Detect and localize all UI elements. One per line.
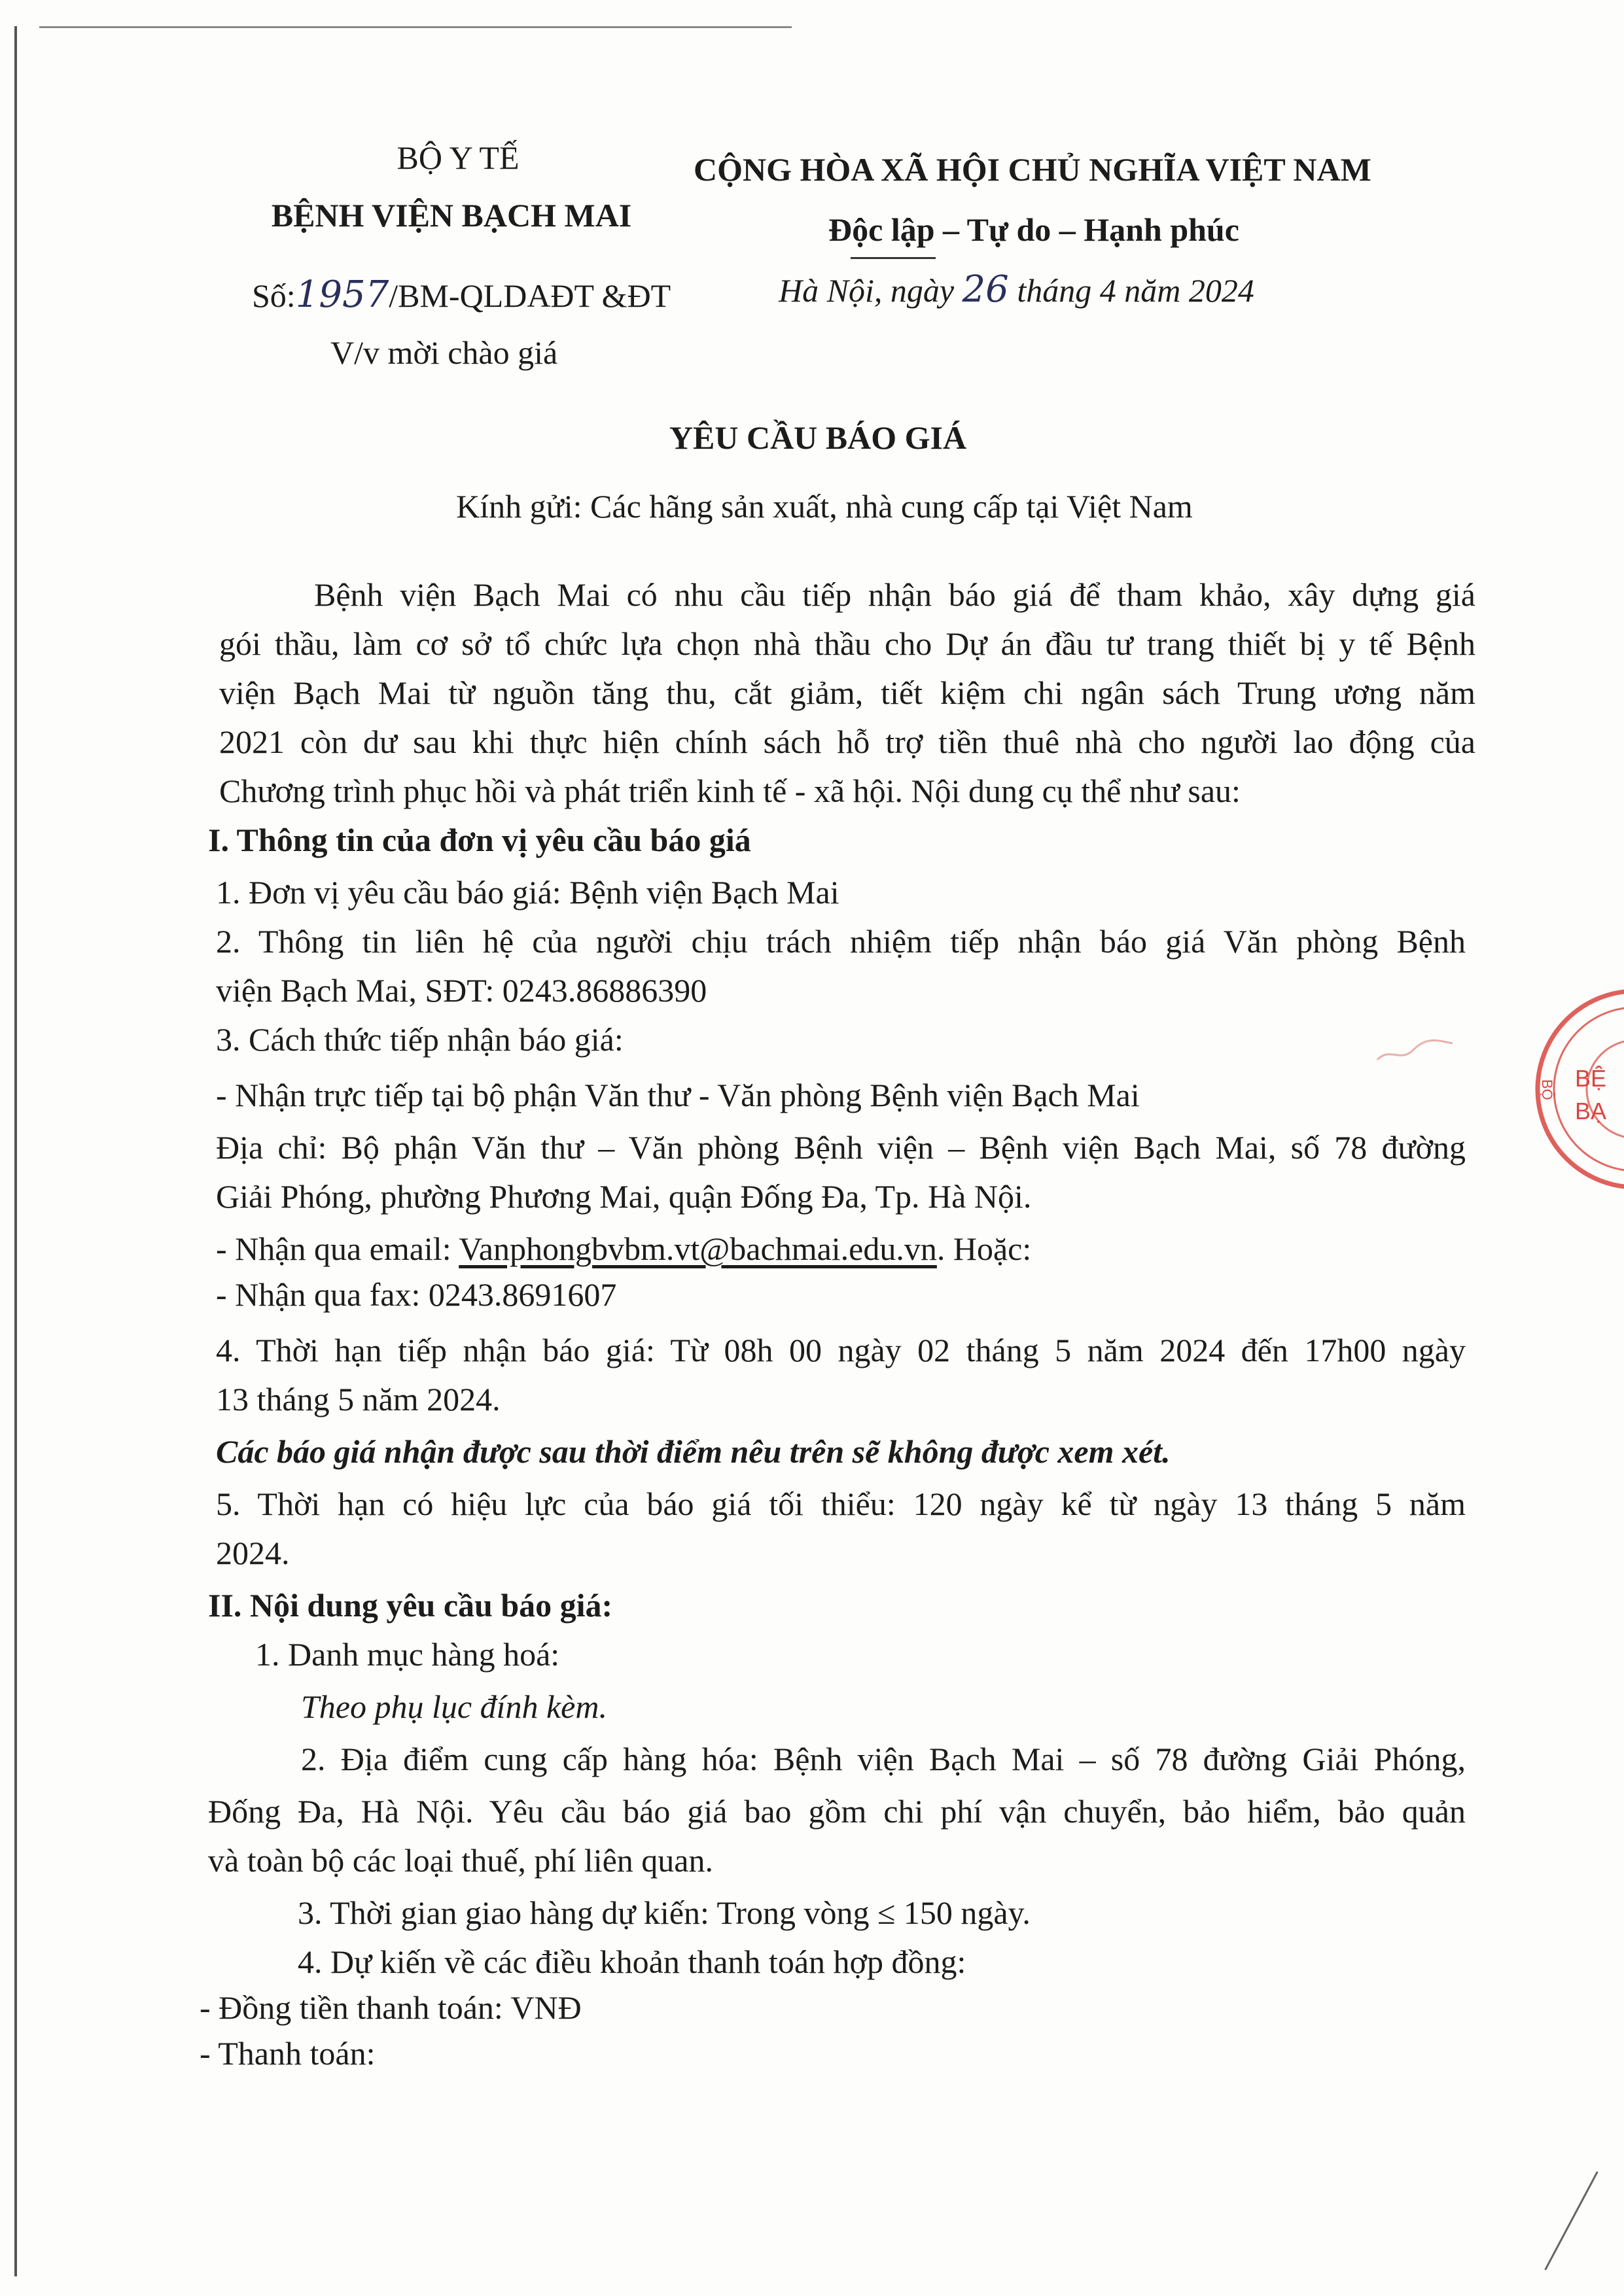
s2-item-4: 4. Dự kiến về các điều khoản thanh toán hợp đồng: [298, 1943, 966, 1980]
number-prefix: Số: [252, 277, 296, 314]
s1-email-line [216, 1230, 1031, 1268]
s1-item-4-line-2: 13 tháng 5 năm 2024. [216, 1381, 501, 1418]
s1-item-5-line-1: 5. Thời hạn có hiệu lực của báo giá tối thiểu: 120 ngày kể từ ngày 13 tháng 5 năm [216, 1486, 1466, 1522]
s2-payment: - Thanh toán: [200, 2035, 376, 2072]
scan-edge-top [39, 26, 792, 28]
s1-fax: - Nhận qua fax: 0243.8691607 [216, 1276, 617, 1313]
national-motto: Độc lập – Tự do – Hạnh phúc [828, 211, 1239, 248]
s1-item-2-line-2: viện Bạch Mai, SĐT: 0243.86886390 [216, 972, 707, 1009]
s1-direct-receipt: - Nhận trực tiếp tại bộ phận Văn thư - Văn phòng Bệnh viện Bạch Mai [216, 1077, 1140, 1113]
s1-warning: Các báo giá nhận được sau thời điểm nêu trên sẽ không được xem xét. [216, 1433, 1171, 1470]
date-suffix: tháng 4 năm 2024 [1017, 272, 1254, 309]
email-suffix: . Hoặc: [936, 1230, 1032, 1267]
intro-line-4: 2021 còn dư sau khi thực hiện chính sách hỗ trợ tiền thuê nhà cho người lao động của [219, 723, 1475, 760]
intro-line-5: Chương trình phục hồi và phát triển kinh tế - xã hội. Nội dung cụ thể như sau: [219, 773, 1241, 809]
stamp-side-text: BỘ [1539, 1079, 1555, 1100]
email-prefix: - Nhận qua email: [216, 1230, 451, 1267]
document-subject: V/v mời chào giá [330, 334, 558, 371]
stamp-text-2: BẠ [1575, 1098, 1607, 1124]
s2-item-1: 1. Danh mục hàng hoá: [255, 1636, 560, 1673]
s1-item-4-line-1: 4. Thời hạn tiếp nhận báo giá: Từ 08h 00 ngày 02 tháng 5 năm 2024 đến 17h00 ngày [216, 1332, 1466, 1368]
document-number [252, 273, 671, 316]
section-2-heading: II. Nội dung yêu cầu báo giá: [208, 1587, 613, 1624]
s2-item-1-note: Theo phụ lục đính kèm. [301, 1688, 607, 1725]
s2-item-2-line-2: Đống Đa, Hà Nội. Yêu cầu báo giá bao gồm chi phí vận chuyển, bảo hiểm, bảo quản [208, 1793, 1466, 1830]
s1-item-1: 1. Đơn vị yêu cầu báo giá: Bệnh viện Bạch Mai [216, 874, 839, 911]
scan-edge-left [14, 26, 17, 2276]
s1-address-line-1: Địa chỉ: Bộ phận Văn thư – Văn phòng Bệnh viện – Bệnh viện Bạch Mai, số 78 đường [216, 1129, 1466, 1166]
intro-line-3: viện Bạch Mai từ nguồn tăng thu, cắt giảm, tiết kiệm chi ngân sách Trung ương năm [219, 674, 1475, 711]
document-title: YÊU CẦU BÁO GIÁ [669, 419, 967, 456]
s1-item-2-line-1: 2. Thông tin liên hệ của người chịu trách nhiệm tiếp nhận báo giá Văn phòng Bệnh [216, 923, 1466, 960]
section-1-heading: I. Thông tin của đơn vị yêu cầu báo giá [208, 822, 751, 858]
s2-item-2-line-1: 2. Địa điểm cung cấp hàng hóa: Bệnh viện Bạch Mai – số 78 đường Giải Phóng, [301, 1741, 1466, 1777]
document-date [779, 268, 1254, 311]
recipient-line: Kính gửi: Các hãng sản xuất, nhà cung cấp tại Việt Nam [456, 488, 1193, 525]
email-link[interactable]: Vanphongbvbm.vt@bachmai.edu.vn [459, 1230, 937, 1267]
s1-item-3: 3. Cách thức tiếp nhận báo giá: [216, 1021, 624, 1058]
scan-mark-right [1544, 2171, 1598, 2270]
country-name: CỘNG HÒA XÃ HỘI CHỦ NGHĨA VIỆT NAM [694, 151, 1371, 188]
s2-currency: - Đồng tiền thanh toán: VNĐ [200, 1989, 582, 2026]
date-prefix: Hà Nội, ngày [779, 272, 955, 309]
intro-line-1: Bệnh viện Bạch Mai có nhu cầu tiếp nhận báo giá để tham khảo, xây dựng giá [314, 576, 1475, 613]
number-suffix: /BM-QLDAĐT &ĐT [389, 277, 671, 314]
s2-item-2-line-3: và toàn bộ các loại thuế, phí liên quan. [208, 1842, 713, 1879]
s2-item-3: 3. Thời gian giao hàng dự kiến: Trong vòng ≤ 150 ngày. [298, 1894, 1031, 1931]
stamp-svg [1521, 981, 1624, 1204]
s1-item-5-line-2: 2024. [216, 1535, 290, 1571]
motto-underline [851, 257, 936, 259]
official-stamp [1521, 981, 1624, 1204]
signature-scribble [1374, 1034, 1459, 1066]
ministry-name: BỘ Y TẾ [397, 139, 520, 176]
stamp-text-1: BỆ [1575, 1065, 1607, 1092]
handwritten-day: 26 [962, 268, 1009, 311]
hospital-name: BỆNH VIỆN BẠCH MAI [271, 197, 632, 234]
intro-line-2: gói thầu, làm cơ sở tổ chức lựa chọn nhà thầu cho Dự án đầu tư trang thiết bị y tế Bệnh [219, 625, 1475, 662]
s1-address-line-2: Giải Phóng, phường Phương Mai, quận Đống Đa, Tp. Hà Nội. [216, 1178, 1032, 1215]
handwritten-number: 1957 [295, 273, 389, 316]
